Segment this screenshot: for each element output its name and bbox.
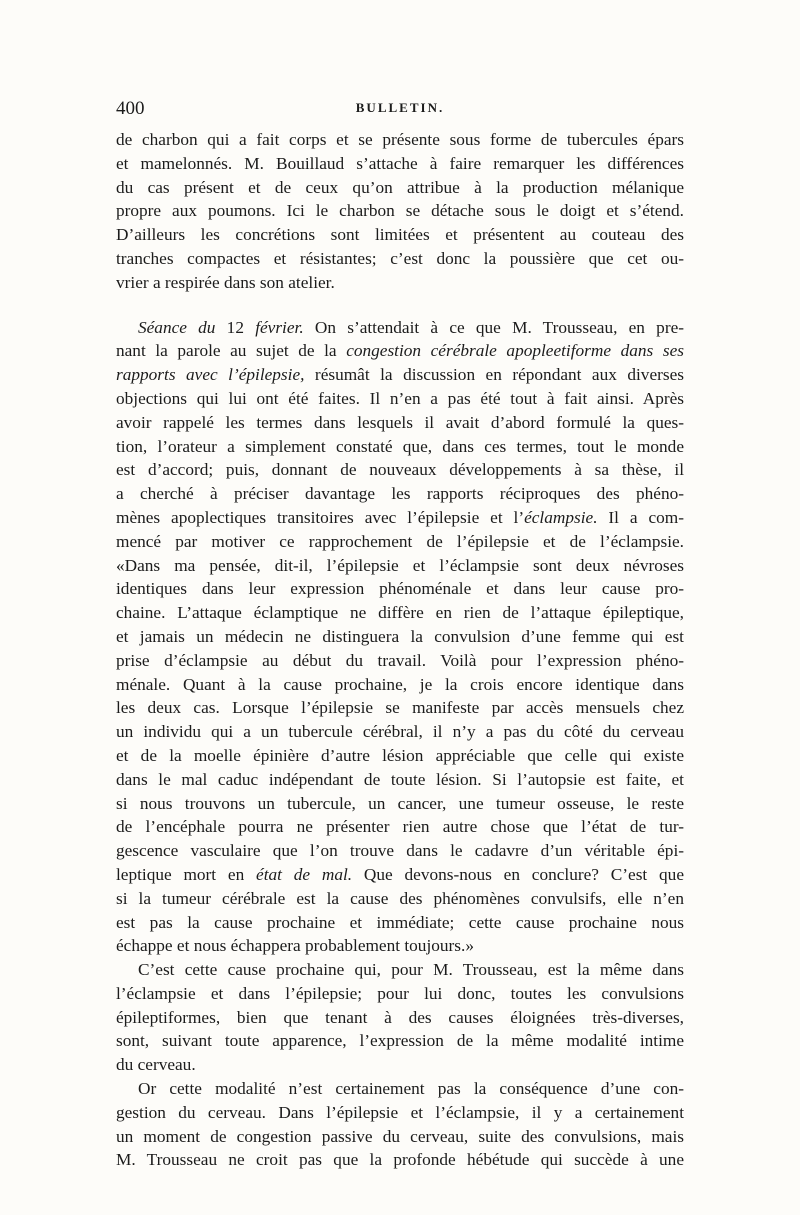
- text-line: vrier a respirée dans son atelier.: [116, 272, 335, 292]
- text-line: de charbon qui a fait corps et se présente sous forme de tubercules épars: [116, 130, 684, 149]
- text-line: chaine. L’attaque éclamptique ne diffère en rien de l’attaque épileptique,: [116, 603, 684, 623]
- text-line: sont, suivant toute apparence, l’expression de la même modalité intime: [116, 1031, 684, 1051]
- italic-phrase: état de mal.: [256, 864, 353, 884]
- session-label: Séance du: [138, 317, 216, 337]
- text-line: Séance du 12 février. On s’attendait à ce que M. Trousseau, en pre-: [138, 317, 684, 337]
- text-line: l’éclampsie et dans l’épilepsie; pour lui donc, toutes les convulsions: [116, 983, 684, 1003]
- text-line: leptique mort en état de mal. Que devons-nous en conclure? C’est que: [116, 864, 684, 884]
- text-line: identiques dans leur expression phénoménale et dans leur cause pro-: [116, 579, 684, 599]
- text-line: mencé par motiver ce rapprochement de l’épilepsie et de l’éclampsie.: [116, 531, 684, 551]
- text-line: dans le mal caduc indépendant de toute lésion. Si l’autopsie est faite, et: [116, 769, 684, 789]
- session-day: 12: [215, 317, 256, 337]
- text-line: de l’encéphale pourra ne présenter rien autre chose que l’état de tur-: [116, 817, 684, 837]
- text-line: nant la parole au sujet de la congestion cérébrale apopleetiforme dans ses: [116, 341, 684, 361]
- running-head: BULLETIN.: [355, 100, 445, 115]
- text-line: gescence vasculaire que l’on trouve dans le cadavre d’un véritable épi-: [116, 841, 684, 861]
- text-line: du cas présent et de ceux qu’on attribue à la production mélanique: [116, 177, 684, 197]
- text-line: du cerveau.: [116, 1055, 196, 1075]
- italic-phrase: éclampsie.: [524, 507, 598, 527]
- text-line: rapports avec l’épilepsie, résumât la discussion en répondant aux diverses: [116, 365, 684, 385]
- text-line: tion, l’orateur a simplement constaté que, dans ces termes, tout le monde: [116, 436, 684, 456]
- paragraph-3: [116, 958, 684, 1077]
- text-line: et de la moelle épinière d’autre lésion appréciable que celle qui existe: [116, 745, 684, 765]
- italic-phrase: rapports avec l’épilepsie,: [116, 365, 305, 385]
- text-line: un moment de congestion passive du cerveau, suite des convulsions, mais: [116, 1126, 684, 1146]
- page-number: 400: [116, 98, 145, 119]
- text-line: avoir rappelé les termes dans lesquels il avait d’abord formulé la ques-: [116, 412, 684, 432]
- paragraph-2: [116, 316, 684, 959]
- text-line: si nous trouvons un tubercule, un cancer, une tumeur osseuse, le reste: [116, 793, 684, 813]
- text-line: mènes apoplectiques transitoires avec l’épilepsie et l’éclampsie. Il a com-: [116, 507, 684, 527]
- text-line: propre aux poumons. Ici le charbon se détache sous le doigt et s’étend.: [116, 201, 684, 221]
- text-line: est pas la cause prochaine et immédiate; cette cause prochaine nous: [116, 912, 684, 932]
- paragraph-1: [116, 128, 684, 295]
- text-line: objections qui lui ont été faites. Il n’en a pas été tout à fait ainsi. Après: [116, 388, 684, 408]
- text-line: est d’accord; puis, donnant de nouveaux développements à sa thèse, il: [116, 460, 684, 480]
- page-header: [116, 98, 684, 120]
- italic-phrase: congestion cérébrale apopleetiforme dans ses: [346, 341, 684, 361]
- text-line: échappe et nous échappera probablement toujours.»: [116, 936, 474, 956]
- text-line: un individu qui a un tubercule cérébral, il n’y a pas du côté du cerveau: [116, 722, 684, 742]
- body-text: [116, 128, 684, 1172]
- text-line: ménale. Quant à la cause prochaine, je la crois encore identique dans: [116, 674, 684, 694]
- text-line: si la tumeur cérébrale est la cause des phénomènes convulsifs, elle n’en: [116, 888, 684, 908]
- paragraph-4: [116, 1077, 684, 1172]
- text-line: «Dans ma pensée, dit-il, l’épilepsie et l’éclampsie sont deux névroses: [116, 555, 684, 575]
- text-line: Or cette modalité n’est certainement pas la conséquence d’une con-: [138, 1079, 684, 1099]
- session-month: février.: [255, 317, 304, 337]
- text-line: les deux cas. Lorsque l’épilepsie se manifeste par accès mensuels chez: [116, 698, 684, 718]
- text-line: et jamais un médecin ne distinguera la convulsion d’une femme qui est: [116, 626, 684, 646]
- text-line: et mamelonnés. M. Bouillaud s’attache à faire remarquer les différences: [116, 153, 684, 173]
- text-line: prise d’éclampsie au début du travail. Voilà pour l’expression phéno-: [116, 650, 684, 670]
- text-line: C’est cette cause prochaine qui, pour M. Trousseau, est la même dans: [138, 960, 684, 980]
- text-line: épileptiformes, bien que tenant à des causes éloignées très-diverses,: [116, 1007, 684, 1027]
- text-line: gestion du cerveau. Dans l’épilepsie et l’éclampsie, il y a certainement: [116, 1102, 684, 1122]
- text-line: a cherché à préciser davantage les rapports réciproques des phéno-: [116, 484, 684, 504]
- text-line: tranches compactes et résistantes; c’est donc la poussière que cet ou-: [116, 248, 684, 268]
- text-line: D’ailleurs les concrétions sont limitées et présentent au couteau des: [116, 225, 684, 245]
- text-line: M. Trousseau ne croit pas que la profonde hébétude qui succède à une: [116, 1150, 684, 1170]
